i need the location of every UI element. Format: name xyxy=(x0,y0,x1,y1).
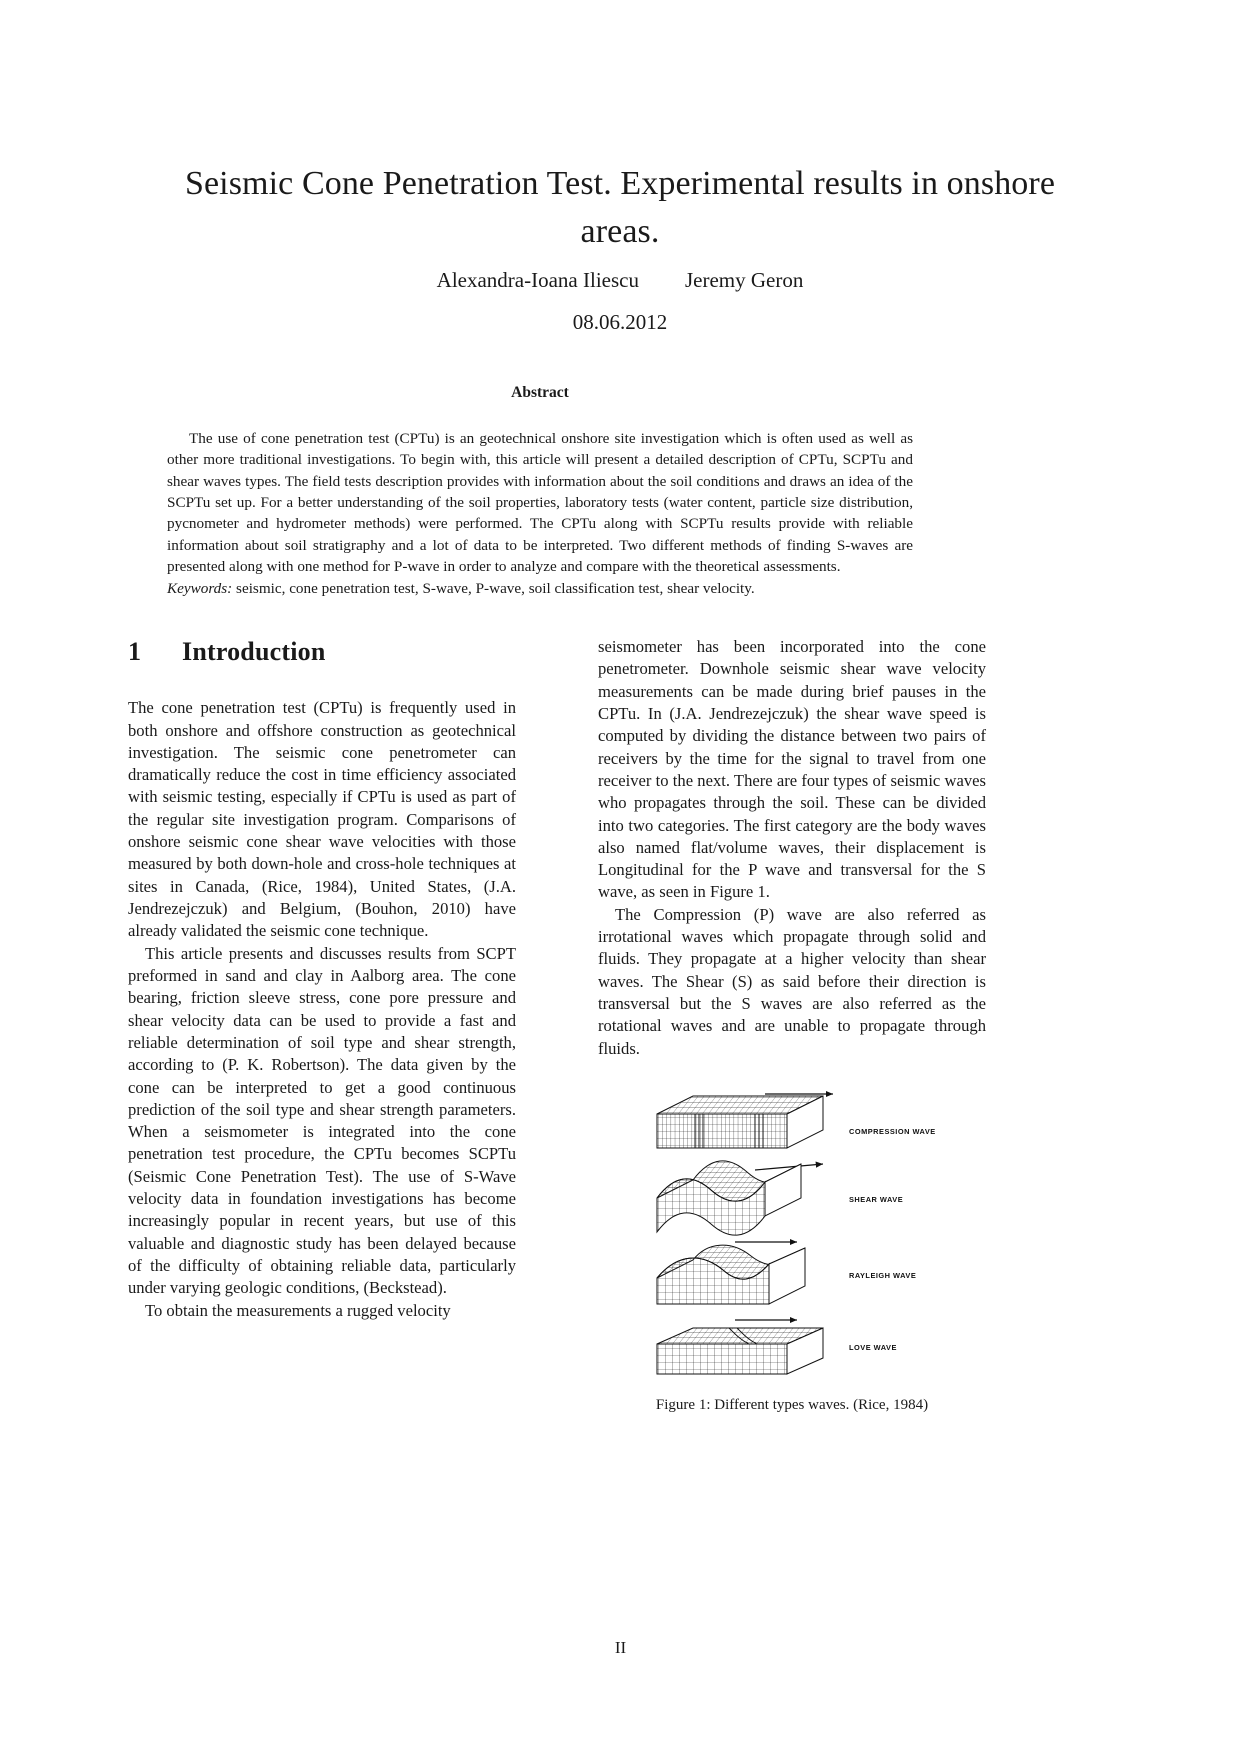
shear-wave-block xyxy=(657,1161,903,1235)
rayleigh-wave-block xyxy=(657,1242,916,1304)
keywords-label: Keywords: xyxy=(167,579,233,597)
figure-label-compression-wave: COMPRESSION WAVE xyxy=(849,1126,936,1136)
abstract-heading: Abstract xyxy=(511,384,569,401)
page-title: Seismic Cone Penetration Test. Experimental results in onshore areas. xyxy=(184,165,1056,251)
abstract-paragraph: The use of cone penetration test (CPTu) is an geotechnical onshore site investigation which is often used as well as other more traditional investigations. To begin with, this article will present a detailed description of CPTu, SCPTu and shear waves types. The field tests description provides with information about the soil conditions and draws an idea of the SCPTu set up. For a better understanding of the soil properties, laboratory tests (water content, particle size distribution, pycnometer and hydrometer methods) were performed. The CPTu along with SCPTu results provide with reliable information about soil stratigraphy and a lot of data to be interpreted. Two different methods of finding S-waves are presented along with one method for P-wave in order to analyze and compare with the theoretical assessments. xyxy=(167,430,913,576)
figure-1 xyxy=(598,1082,986,1416)
figure-caption: Figure 1: Different types waves. (Rice, 1984) xyxy=(655,1396,929,1413)
paragraph: This article presents and discusses results from SCPT preformed in sand and clay in Aalborg area. The cone bearing, friction sleeve stress, cone pore pressure and shear velocity data can be used to provide a fast and reliable determination of soil type and shear strength, according to (P. K. Robertson). The data given by the cone can be interpreted to get a good continuous prediction of the soil type and shear strength parameters. When a seismometer is integrated into the cone penetration test procedure, the CPTu becomes SCPTu (Seismic Cone Penetration Test). The use of S-Wave velocity data in foundation investigations has become increasingly popular in recent years, but use of this valuable and diagnostic study has been delayed because of the difficulty of obtaining reliable data, particularly under varying geologic conditions, (Beckstead). xyxy=(128,943,516,1298)
section-heading-introduction xyxy=(128,636,516,667)
figure-label-shear-wave: SHEAR WAVE xyxy=(849,1194,904,1204)
author-name: Jeremy Geron xyxy=(684,268,804,292)
paragraph: The Compression (P) wave are also referred as irrotational waves which propagate through solid and fluids. They propagate at a higher velocity than shear waves. The Shear (S) as said before their direction is transversal but the S waves are also referred as the rotational waves and are unable to propagate through fluids. xyxy=(598,904,986,1058)
paragraph: seismometer has been incorporated into the cone penetrometer. Downhole seismic shear wave velocity measurements can be made during brief pauses in the CPTu. In (J.A. Jendrezejczuk) the shear wave speed is computed by dividing the distance between two pairs of receivers by the time for the signal to travel from one receiver to the next. There are four types of seismic waves who propagates through the soil. These can be divided into two categories. The first category are the body waves also named flat/volume waves, their displacement is Longitudinal for the P wave and transversal for the S wave, as seen in Figure 1. xyxy=(598,637,986,902)
author-list xyxy=(170,268,1070,293)
publication-date: 08.06.2012 xyxy=(572,310,668,334)
body-column-right xyxy=(598,636,986,1415)
keywords-value: seismic, cone penetration test, S-wave, P-wave, soil classification test, shear velocity. xyxy=(232,579,755,597)
compression-wave-block xyxy=(657,1094,936,1148)
author-name: Alexandra-Ioana Iliescu xyxy=(436,268,639,292)
wave-types-illustration xyxy=(637,1082,947,1382)
keywords-line xyxy=(167,578,913,599)
body-column-left xyxy=(128,636,516,1322)
page-number: II xyxy=(614,1638,627,1657)
section-title: Introduction xyxy=(182,637,326,666)
section-number: 1 xyxy=(128,637,142,666)
figure-label-rayleigh-wave: RAYLEIGH WAVE xyxy=(849,1270,917,1280)
paragraph: The cone penetration test (CPTu) is frequently used in both onshore and offshore construction as geotechnical investigation. The seismic cone penetrometer can dramatically reduce the cost in time efficiency associated with seismic testing, especially if CPTu is used as part of the regular site investigation program. Comparisons of onshore seismic cone shear wave velocities with those measured by both down-hole and cross-hole techniques at sites in Canada, (Rice, 1984), United States, (J.A. Jendrezejczuk) and Belgium, (Bouhon, 2010) have already validated the seismic cone technique. xyxy=(128,698,516,941)
figure-label-love-wave: LOVE WAVE xyxy=(849,1342,897,1352)
paragraph: To obtain the measurements a rugged velocity xyxy=(145,1300,451,1320)
love-wave-block xyxy=(657,1320,897,1374)
abstract-section xyxy=(167,384,913,599)
abstract-body xyxy=(167,428,913,599)
